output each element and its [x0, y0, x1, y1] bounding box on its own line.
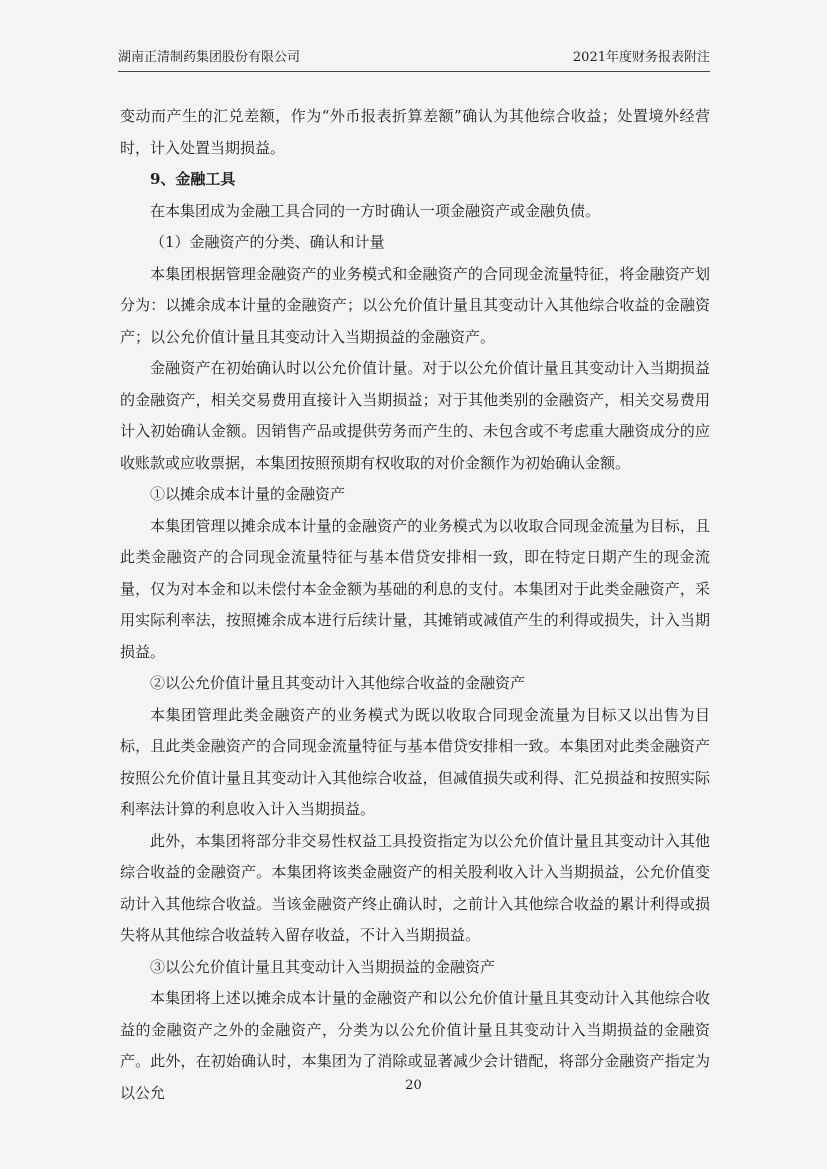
subsection-title: （1）金融资产的分类、确认和计量: [150, 233, 385, 251]
page-number: 20: [405, 1078, 422, 1093]
section-title: 9、金融工具: [150, 170, 236, 188]
page-body: [120, 101, 710, 1109]
item-title: ③以公允价值计量且其变动计入当期损益的金融资产: [150, 957, 496, 976]
item-title: ②以公允价值计量且其变动计入其他综合收益的金融资产: [150, 674, 526, 692]
paragraph: 本集团将上述以摊余成本计量的金融资产和以公允价值计量且其变动计入其他综合收益的金融资产之外的金融资产，分类为以公允价值计量且其变动计入当期损益的金融资产。此外，在初始确认时，本集团为了消除或显著减少会计错配，将部分金融资产指定为以公允: [120, 989, 710, 1102]
paragraph: 本集团管理以摊余成本计量的金融资产的业务模式为以收取合同现金流量为目标，且此类金融资产的合同现金流量特征与基本借贷安排相一致，即在特定日期产生的现金流量，仅为对本金和以未偿付本金金额为基础的利息的支付。本集团对于此类金融资产，采用实际利率法，按照摊余成本进行后续计量，其摊销或减值产生的利得或损失，计入当期损益。: [120, 516, 710, 661]
page-header: [118, 48, 710, 70]
header-company: 湖南正清制药集团股份有限公司: [118, 50, 301, 65]
item-title: ①以摊余成本计量的金融资产: [150, 485, 346, 503]
header-report-title: 2021年度财务报表附注: [572, 50, 710, 65]
paragraph: 金融资产在初始确认时以公允价值计量。对于以公允价值计量且其变动计入当期损益的金融资产，相关交易费用直接计入当期损益；对于其他类别的金融资产，相关交易费用计入初始确认金额。因销售产品或提供劳务而产生的、未包含或不考虑重大融资成分的应收账款或应收票据，本集团按照预期有权收取的对价金额作为初始确认金额。: [120, 359, 710, 472]
paragraph: 本集团管理此类金融资产的业务模式为既以收取合同现金流量为目标又以出售为目标，且此类金融资产的合同现金流量特征与基本借贷安排相一致。本集团对此类金融资产按照公允价值计量且其变动计入其他综合收益，但减值损失或利得、汇兑损益和按照实际利率法计算的利息收入计入当期损益。: [120, 705, 710, 818]
header-divider: [118, 71, 710, 72]
paragraph: 在本集团成为金融工具合同的一方时确认一项金融资产或金融负债。: [150, 201, 601, 220]
paragraph: 本集团根据管理金融资产的业务模式和金融资产的合同现金流量特征，将金融资产划分为：以摊余成本计量的金融资产；以公允价值计量且其变动计入其他综合收益的金融资产；以公允价值计量且其变动计入当期损益的金融资产。: [120, 264, 710, 346]
paragraph: 此外，本集团将部分非交易性权益工具投资指定为以公允价值计量且其变动计入其他综合收益的金融资产。本集团将该类金融资产的相关股利收入计入当期损益，公允价值变动计入其他综合收益。当该金融资产终止确认时，之前计入其他综合收益的累计利得或损失将从其他综合收益转入留存收益，不计入当期损益。: [120, 831, 710, 944]
paragraph: 变动而产生的汇兑差额，作为“外币报表折算差额”确认为其他综合收益；处置境外经营时，计入处置当期损益。: [120, 107, 710, 157]
